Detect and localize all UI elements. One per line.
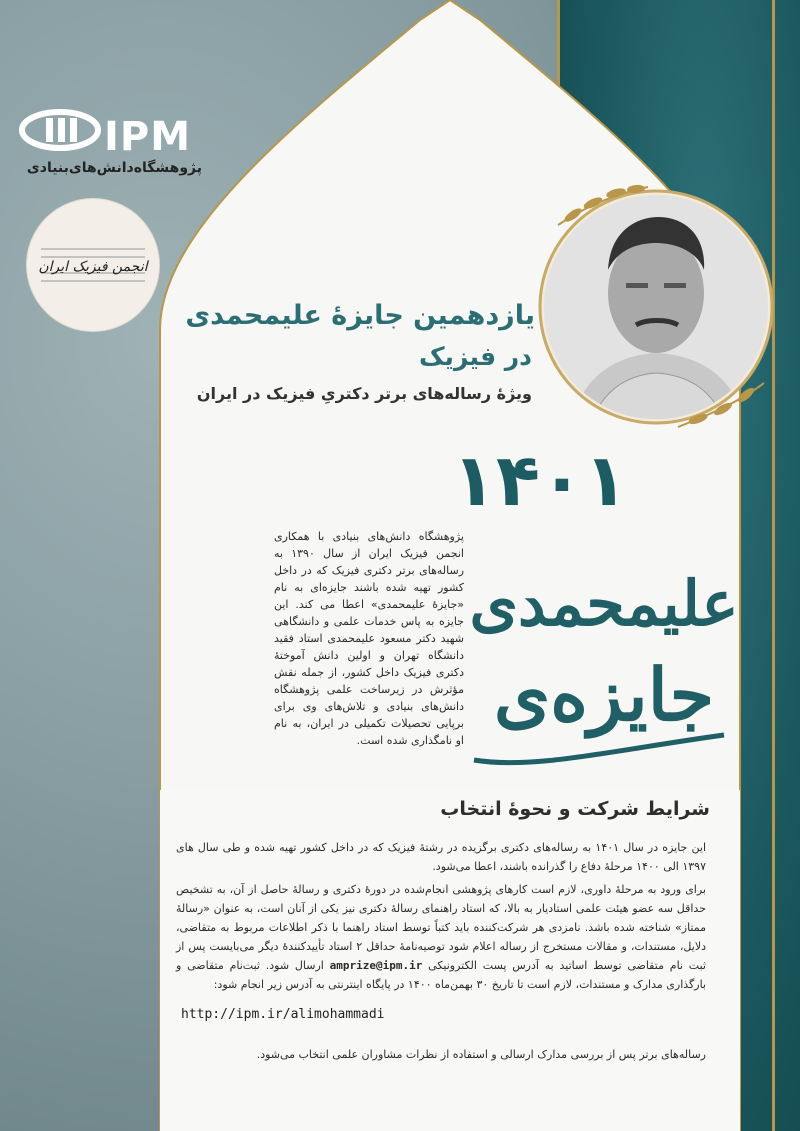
ipm-subtitle: پژوهشگاه‌دانش‌های‌بنیادی: [26, 160, 202, 176]
conditions-paragraph-2b: ارسال شود. ثبت‌نام متقاضی و بارگذاری مدارک و مستندات، لازم است تا تاریخ ۳۰ بهمن‌ماه ۱۴۰۰ در پایگاه اینترنتی به آدرس زیر انجام شود:: [176, 959, 706, 991]
award-year: ۱۴۰۱: [452, 438, 628, 522]
portrait-photo: [528, 175, 784, 435]
award-title: یازدهمین جایزهٔ علیمحمدی: [185, 300, 535, 331]
physics-society-logo: [26, 198, 160, 332]
contact-email: amprize@ipm.ir: [329, 959, 423, 972]
intro-paragraph: پژوهشگاه دانش‌های بنیادی با همکاری انجمن فیزیک ایران از سال ۱۳۹۰ به رساله‌های برتر دکتری فیزیک که در داخل کشور تهیه شده باشند جایزه‌ای به نام «جایزهٔ علیمحمدی» اعطا می کند. این جایزه به پاس خدمات علمی و دانشگاهی شهید دکتر مسعود علیمحمدی استاد فقید دانشگاه تهران و اولین دانش آموختهٔ دکتری فیزیک داخل کشور، از جمله نقش مؤثرش در زیرساخت علمی پژوهشگاه دانش‌های بنیادی و تلاش‌های وی برای برپایی تحصیلات تکمیلی در ایران، به نام او نامگذاری شده است.: [274, 530, 464, 747]
registration-url: http://ipm.ir/alimohammadi: [181, 1007, 385, 1022]
award-calligraphy: [454, 520, 744, 790]
conditions-paragraph-2: [176, 880, 706, 994]
award-subtitle: ویژهٔ رساله‌های برتر دکتریِ فیزیک در ایران: [196, 384, 532, 403]
calligraphy-line1: جایزه‌ی: [493, 652, 715, 737]
conditions-paragraph-3: رساله‌های برتر پس از بررسی مدارک ارسالی و استفاده از نظرات مشاوران علمی انتخاب می‌شود.: [256, 1048, 706, 1061]
society-name: انجمن فیزیک ایران: [38, 259, 148, 275]
ipm-logo-text: IPM: [104, 114, 192, 160]
conditions-paragraph-2a: برای ورود به مرحلهٔ داوری، لازم است کارهای پژوهشی انجام‌شده در دورهٔ دکتری و رسالهٔ حاصل از آن، به تشخیص حداقل سه عضو هیئت علمی استادیار به بالا، که استاد راهنمای رسالهٔ دکتری نیز یکی از آنان است، به عنوان «رسالهٔ ممتاز» شناخته شده باشد. نامزدی هر شرکت‌کننده باید کتباً توسط استاد راهنما با ذکر اطلاعات مربوط به متقاضی، دلایل، مستندات، و مقالات مستخرج از رساله اعلام شود توصیه‌نامهٔ حداقل ۲ استاد تأییدکنندهٔ دیگر می‌بایست پس از ثبت نام متقاضی توسط اساتید به آدرس پست الکترونیکی: [176, 883, 706, 972]
conditions-title: شرایط شرکت و نحوهٔ انتخاب: [440, 798, 710, 820]
conditions-paragraph-1: این جایزه در سال ۱۴۰۱ به رساله‌های دکتری برگزیده در رشتهٔ فیزیک که در داخل کشور تهیه شده و طی سال های ۱۳۹۷ الی ۱۴۰۰ مرحلهٔ دفاع را گذرانده باشند، اعطا می‌شود.: [176, 841, 706, 873]
calligraphy-line2: علیمحمدی: [469, 567, 739, 640]
award-field: در فیزیک: [418, 342, 532, 371]
